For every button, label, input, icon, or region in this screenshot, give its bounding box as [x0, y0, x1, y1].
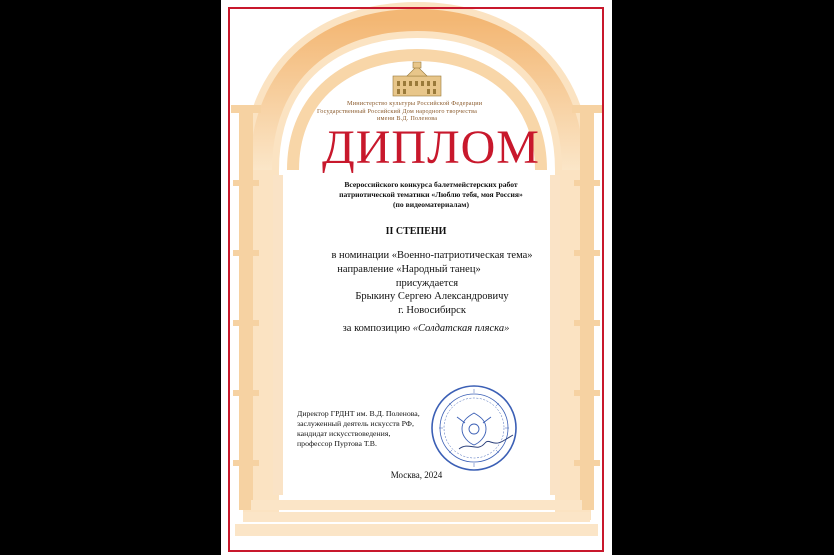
- director-line: профессор Пуртова Т.В.: [297, 439, 377, 448]
- ministry-line: Государственный Российский Дом народного творчества: [317, 107, 478, 115]
- director-line: кандидат искусствоведения,: [297, 429, 391, 438]
- award-line: направление «Народный танец»: [337, 263, 481, 275]
- recipient-name: Брыкину Сергею Александровичу: [355, 291, 509, 303]
- diploma-title: ДИПЛОМ: [322, 121, 540, 174]
- award-line: присуждается: [395, 277, 459, 289]
- diploma-sheet: [221, 0, 612, 555]
- recipient-city: г. Новосибирск: [398, 305, 466, 317]
- contest-description: [276, 180, 586, 210]
- composition-prefix: за композицию: [342, 323, 413, 334]
- composition-line: [271, 323, 581, 334]
- award-line: в номинации «Военно-патриотическая тема»: [331, 250, 533, 261]
- director-line: Директор ГРДНТ им. В.Д. Поленова,: [297, 409, 420, 418]
- contest-line: (по видеоматериалам): [393, 200, 469, 209]
- official-seal-icon: [429, 383, 519, 473]
- degree-label: II СТЕПЕНИ: [385, 226, 447, 237]
- composition-title: «Солдатская пляска»: [412, 323, 510, 334]
- director-signature-block: [297, 409, 447, 449]
- director-line: заслуженный деятель искусств РФ,: [297, 419, 414, 428]
- award-text: [259, 249, 569, 318]
- contest-line: Всероссийского конкурса балетмейстерских работ: [344, 180, 518, 189]
- ministry-line: имени В.Д. Поленова: [377, 115, 438, 123]
- contest-line: патриотической тематики «Люблю тебя, моя Россия»: [339, 190, 523, 199]
- ministry-line: Министерство культуры Российской Федерации: [347, 100, 483, 107]
- place-date: Москва, 2024: [390, 470, 443, 480]
